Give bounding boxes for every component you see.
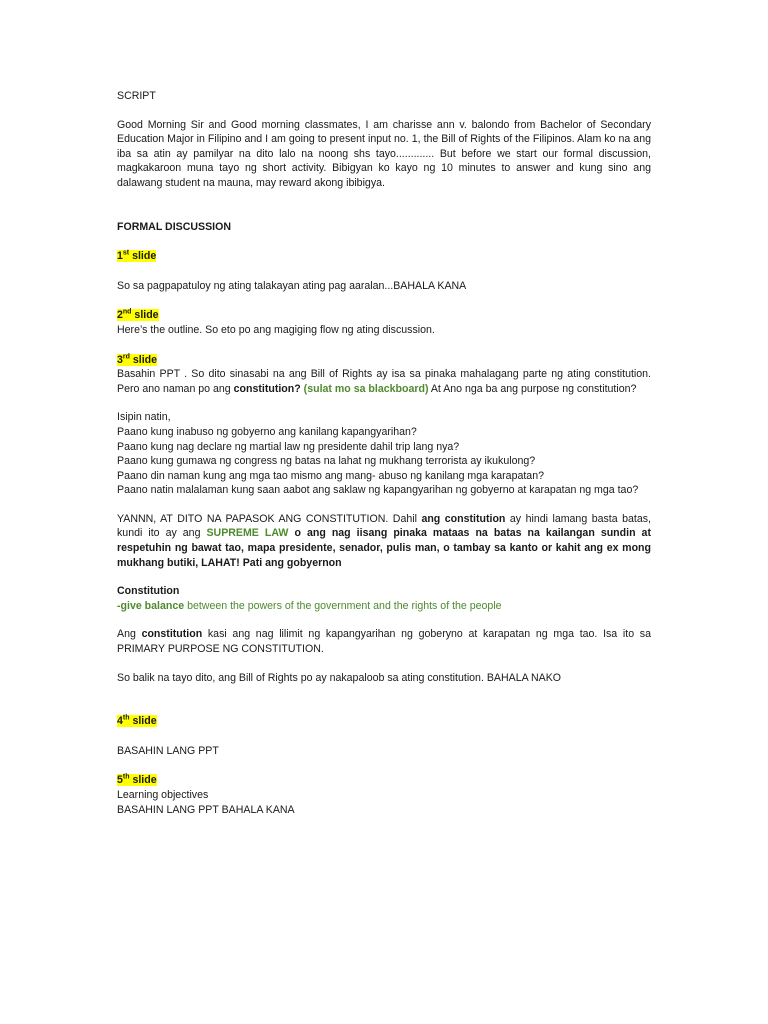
slide-4-heading: 4th slide: [117, 714, 157, 728]
slide-2-text: Here’s the outline. So eto po ang magiging flow ng ating discussion.: [117, 323, 435, 336]
slide-3-paragraph: Basahin PPT . So dito sinasabi na ang Bill of Rights ay isa sa pinaka mahalagang parte ng ating constitution. Pero ano naman po ang constitution? (sulat mo sa blackboard) At Ano nga ba ang purpose ng constitution?: [117, 368, 651, 395]
slide-1-heading: 1st slide: [117, 249, 157, 263]
slide-5-heading: 5th slide: [117, 773, 157, 787]
slide-3-heading: 3rd slide: [117, 353, 158, 366]
slide-5-line-2: BASAHIN LANG PPT BAHALA KANA: [117, 803, 295, 816]
ang-constitution-paragraph: Ang constitution kasi ang nag lilimit ng kapangyarihan ng goberyno at karapatan ng mga tao. Isa ito sa PRIMARY PURPOSE NG CONSTITUTION.: [117, 628, 651, 656]
question-4: Paano din naman kung ang mga tao mismo ang mang- abuso ng kanilang mga karapatan?: [117, 469, 544, 482]
slide-4-text: BASAHIN LANG PPT: [117, 744, 219, 757]
question-2: Paano kung nag declare ng martial law ng presidente dahil trip lang nya?: [117, 440, 460, 453]
slide-2-heading: 2nd slide: [117, 308, 159, 322]
question-5: Paano natin malalaman kung saan aabot ang saklaw ng kapangyarihan ng gobyerno at karapatan ng mga tao?: [117, 484, 639, 497]
slide-5-line-1: Learning objectives: [117, 789, 209, 801]
slide-1-text: So sa pagpapatuloy ng ating talakayan ating pag aaralan...BAHALA KANA: [117, 279, 467, 292]
question-1: Paano kung inabuso ng gobyerno ang kanilang kapangyarihan?: [117, 425, 417, 438]
script-heading: SCRIPT: [117, 90, 156, 102]
question-3: Paano kung gumawa ng congress ng batas na lahat ng mukhang terrorista ay ikukulong?: [117, 455, 536, 468]
give-balance-text: -give balance between the powers of the government and the rights of the people: [117, 599, 502, 612]
isipin-text: Isipin natin,: [117, 411, 171, 424]
yannn-paragraph: YANNN, AT DITO NA PAPASOK ANG CONSTITUTION. Dahil ang constitution ay hindi lamang basta batas, kundi ito ay ang SUPREME LAW o ang nag iisang pinaka mataas na batas na kailangan sundin at respetuhin ng bawat tao, mapa presidente, senador, pulis man, o tambay sa kanto or kahit ang ex mong mukhang butiki, LAHAT! Pati ang gobyernon: [117, 512, 651, 569]
formal-discussion-heading: FORMAL DISCUSSION: [117, 220, 231, 233]
intro-paragraph: Good Morning Sir and Good morning classmates, I am charisse ann v. balondo from Bachelor of Secondary Education Major in Filipino and I am going to present input no. 1, the Bill of Rights of the Filipinos. Alam ko na ang iba sa atin ay pamilyar na dito lalo na noong shs tayo............. But before we start our formal discussion, magkakaroon muna tayo ng short activity. Bibigyan ko kayo ng 10 minutes to answer and kung sino ang dalawang student na mauna, may reward akong ibibigya.: [117, 118, 651, 189]
balik-text: So balik na tayo dito, ang Bill of Rights po ay nakapaloob sa ating constitution. BAHALA NAKO: [117, 671, 562, 684]
constitution-heading: Constitution: [117, 585, 180, 598]
